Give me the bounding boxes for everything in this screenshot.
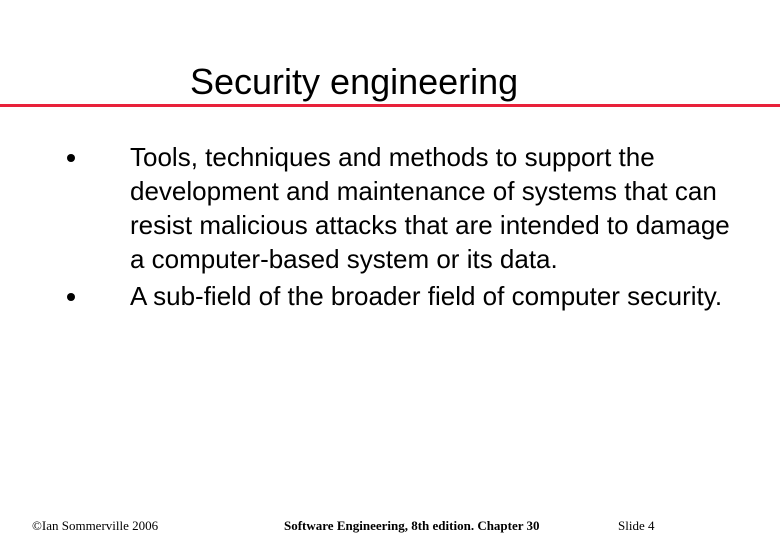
slide-title: Security engineering <box>190 61 519 102</box>
bullet-item <box>130 279 730 313</box>
footer-copyright: ©Ian Sommerville 2006 <box>32 518 159 533</box>
bullet-icon <box>67 293 75 301</box>
bullet-text: Tools, techniques and methods to support the development and maintenance of systems that can resist malicious attacks that are intended to damage a computer-based system or its data. <box>130 142 730 274</box>
footer-book-title: Software Engineering, 8th edition. Chapter 30 <box>284 518 540 533</box>
bullet-item <box>130 140 730 276</box>
bullet-icon <box>67 154 75 162</box>
title-underline <box>0 104 780 107</box>
bullet-text: A sub-field of the broader field of computer security. <box>130 281 723 311</box>
footer-slide-number: Slide 4 <box>618 518 655 533</box>
